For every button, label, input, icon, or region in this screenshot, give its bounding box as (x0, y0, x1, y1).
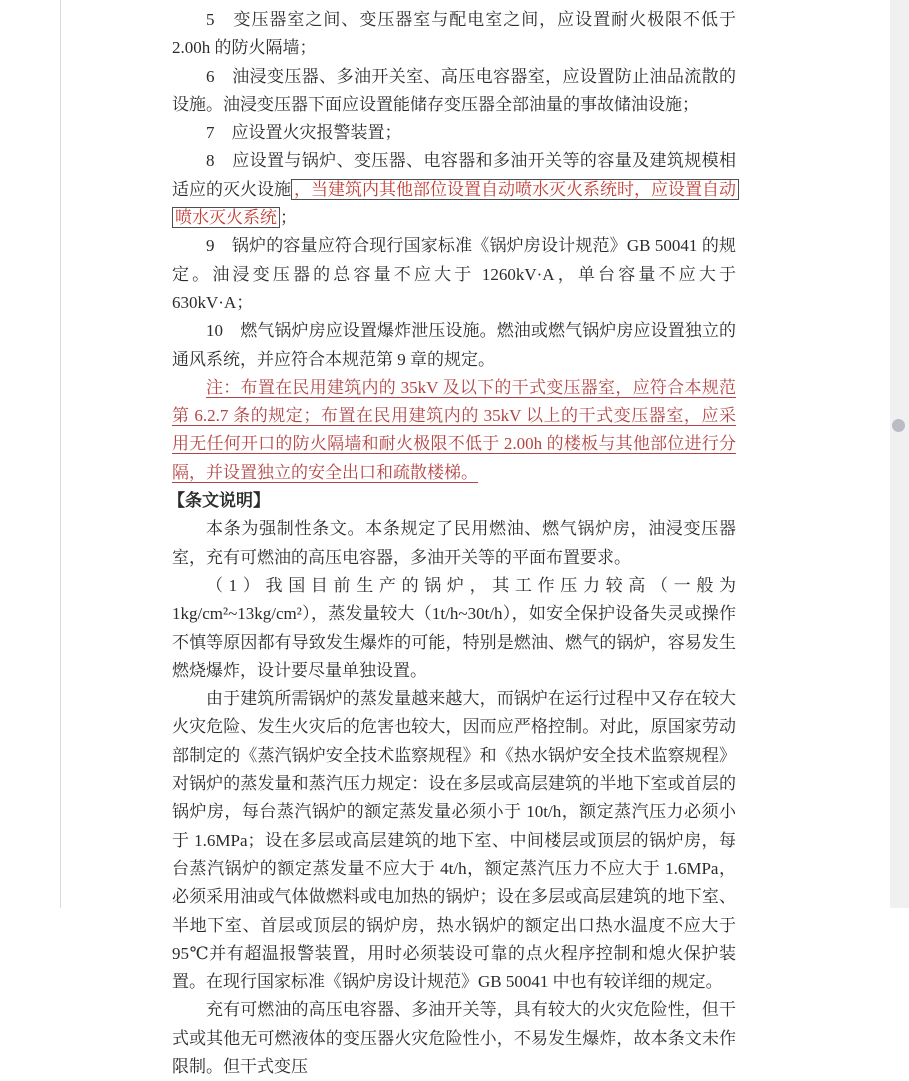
clause-item-5: 5 变压器室之间、变压器室与配电室之间，应设置耐火极限不低于 2.00h 的防火隔墙； (172, 10, 736, 58)
section-header-explanation: 【条文说明】 (168, 491, 270, 511)
clause-item-8-tail: ； (280, 208, 297, 228)
clause-item-7: 7 应设置火灾报警装置； (206, 123, 402, 143)
clause-item-9: 9 锅炉的容量应符合现行国家标准《锅炉房设计规范》GB 50041 的规定。油浸变压器的总容量不应大于 1260kV·A，单台容量不应大于 630kV·A； (172, 236, 736, 312)
clause-item-6: 6 油浸变压器、多油开关室、高压电容器室，应设置防止油品流散的设施。油浸变压器下面应设置能储存变压器全部油量的事故储油设施； (172, 66, 736, 114)
document-page (168, 6, 736, 1081)
explanation-paragraph-3: 由于建筑所需锅炉的蒸发量越来越大，而锅炉在运行过程中又存在较大火灾危险、发生火灾后的危害也较大，因而应严格控制。对此，原国家劳动部制定的《蒸汽锅炉安全技术监察规程》和《热水锅炉安全技术监察规程》对锅炉的蒸发量和蒸汽压力规定：设在多层或高层建筑的半地下室或首层的锅炉房，每台蒸汽锅炉的额定蒸发量必须小于 10t/h，额定蒸汽压力必须小于 1.6MPa；设在多层或高层建筑的地下室、中间楼层或顶层的锅炉房，每台蒸汽锅炉的额定蒸发量不应大于 4t/h，额定蒸汽压力不应大于 1.6MPa，必须采用油或气体做燃料或电加热的锅炉；设在多层或高层建筑的地下室、半地下室、首层或顶层的锅炉房，热水锅炉的额定出口热水温度不应大于 95℃并有超温报警装置，用时必须装设可靠的点火程序控制和熄火保护装置。在现行国家标准《锅炉房设计规范》GB 50041 中也有较详细的规定。 (172, 689, 736, 992)
clause-note: 注：布置在民用建筑内的 35kV 及以下的干式变压器室，应符合本规范第 6.2.7 条的规定；布置在民用建筑内的 35kV 以上的干式变压器室，应采用无任何开口的防火隔墙和耐火极限不低于 2.00h 的楼板与其他部位进行分隔，并设置独立的安全出口和疏散楼梯。 (172, 377, 736, 482)
clause-item-10: 10 燃气锅炉房应设置爆炸泄压设施。燃油或燃气锅炉房应设置独立的通风系统，并应符合本规范第 9 章的规定。 (172, 321, 736, 369)
explanation-paragraph-2: （1）我国目前生产的锅炉，其工作压力较高（一般为 1kg/cm²~13kg/cm²），蒸发量较大（1t/h~30t/h），如安全保护设备失灵或操作不慎等原因都有导致发生爆炸的可能，特别是燃油、燃气的锅炉，容易发生燃烧爆炸，设计要尽量单独设置。 (172, 575, 736, 680)
page-edge-line (60, 0, 61, 908)
scrollbar-track[interactable] (890, 0, 909, 908)
scrollbar-thumb[interactable] (892, 419, 905, 432)
clause-item-8-boxed-revision: ，当建筑内其他部位设置自动喷水灭火系统时，应设置自动喷水灭火系统 (172, 179, 739, 228)
clause-item-8 (172, 147, 736, 232)
clause-item-8-text: 8 应设置与锅炉、变压器、电容器和多油开关等的容量及建筑规模相适应的灭火设施 (172, 151, 736, 199)
explanation-paragraph-1: 本条为强制性条文。本条规定了民用燃油、燃气锅炉房，油浸变压器室，充有可燃油的高压电容器，多油开关等的平面布置要求。 (172, 519, 736, 567)
explanation-paragraph-4: 充有可燃油的高压电容器、多油开关等，具有较大的火灾危险性，但干式或其他无可燃液体的变压器火灾危险性小，不易发生爆炸，故本条文未作限制。但干式变压 (172, 1000, 736, 1076)
